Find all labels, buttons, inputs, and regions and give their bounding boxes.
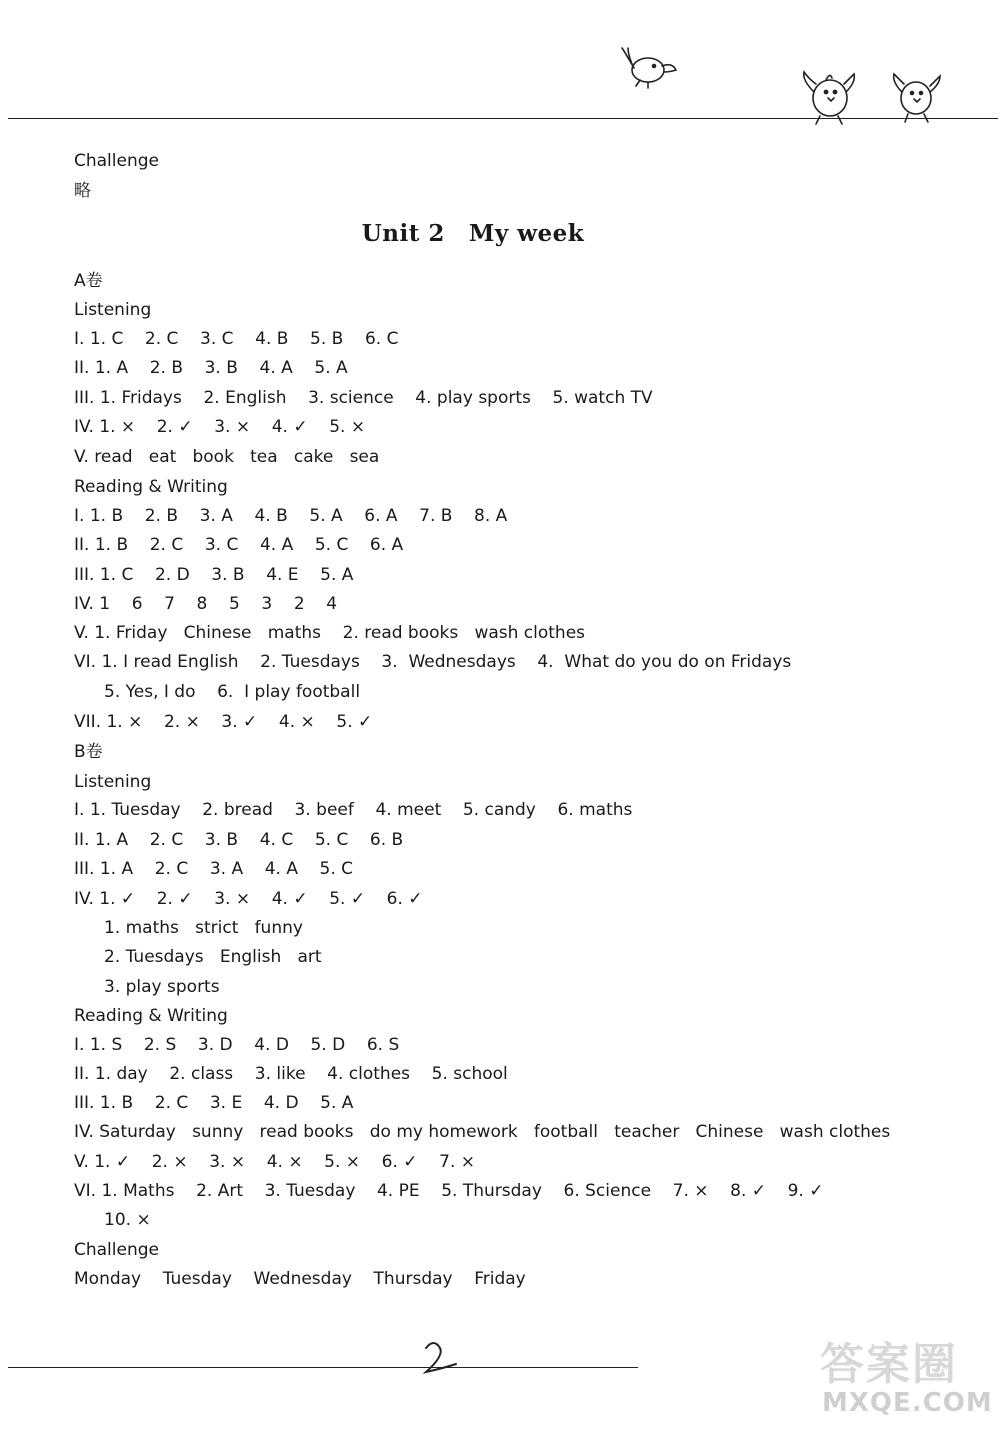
answer-line: I. 1. B 2. B 3. A 4. B 5. A 6. A 7. B 8. A [74, 506, 508, 526]
watermark-url: MXQE.COM [822, 1388, 993, 1418]
listening-heading: Listening [74, 300, 152, 320]
unit-name: My week [468, 220, 585, 247]
challenge-text: 略 [74, 181, 91, 201]
answer-line: 5. Yes, I do 6. I play football [104, 682, 361, 702]
answer-line: III. 1. C 2. D 3. B 4. E 5. A [74, 565, 354, 585]
answer-line: VI. 1. I read English 2. Tuesdays 3. Wednesdays 4. What do you do on Fridays [74, 652, 792, 672]
page-number [420, 1338, 472, 1374]
answer-line: IV. 1 6 7 8 5 3 2 4 [74, 594, 338, 614]
answer-line: IV. Saturday sunny read books do my homework football teacher Chinese wash clothes [74, 1122, 891, 1142]
answer-line: II. 1. A 2. C 3. B 4. C 5. C 6. B [74, 830, 404, 850]
answer-line: 1. maths strict funny [104, 918, 303, 938]
answer-line: V. 1. Friday Chinese maths 2. read books wash clothes [74, 623, 586, 643]
bird-icon [618, 44, 680, 90]
reading-writing-heading: Reading & Writing [74, 1006, 228, 1026]
answer-line: IV. 1. ✓ 2. ✓ 3. × 4. ✓ 5. ✓ 6. ✓ [74, 889, 423, 909]
answer-line: I. 1. Tuesday 2. bread 3. beef 4. meet 5. candy 6. maths [74, 800, 633, 820]
answer-line: 2. Tuesdays English art [104, 947, 322, 967]
watermark [820, 1322, 995, 1427]
answer-line: III. 1. B 2. C 3. E 4. D 5. A [74, 1093, 354, 1113]
chick-icon [798, 62, 860, 126]
challenge-heading: Challenge [74, 151, 159, 171]
bottom-rule [8, 1367, 638, 1368]
answer-line: V. read eat book tea cake sea [74, 447, 380, 467]
section-a-heading: A卷 [74, 271, 103, 291]
section-b-heading: B卷 [74, 742, 103, 762]
chick-icon [888, 64, 946, 124]
challenge-heading: Challenge [74, 1240, 159, 1260]
answer-line: III. 1. A 2. C 3. A 4. A 5. C [74, 859, 354, 879]
answer-line: Monday Tuesday Wednesday Thursday Friday [74, 1269, 526, 1289]
answer-line: V. 1. ✓ 2. × 3. × 4. × 5. × 6. ✓ 7. × [74, 1152, 476, 1172]
answer-line: 3. play sports [104, 977, 220, 997]
answer-line: II. 1. A 2. B 3. B 4. A 5. A [74, 358, 348, 378]
watermark-title: 答案圈 [820, 1339, 958, 1390]
reading-writing-heading: Reading & Writing [74, 477, 228, 497]
listening-heading: Listening [74, 772, 152, 792]
unit-number: Unit 2 [361, 220, 445, 247]
answer-line: II. 1. B 2. C 3. C 4. A 5. C 6. A [74, 535, 404, 555]
answer-line: III. 1. Fridays 2. English 3. science 4. play sports 5. watch TV [74, 388, 653, 408]
answer-line: I. 1. C 2. C 3. C 4. B 5. B 6. C [74, 329, 399, 349]
answer-line: IV. 1. × 2. ✓ 3. × 4. ✓ 5. × [74, 417, 366, 437]
answer-line: 10. × [104, 1210, 151, 1230]
answer-line: VI. 1. Maths 2. Art 3. Tuesday 4. PE 5. Thursday 6. Science 7. × 8. ✓ 9. ✓ [74, 1181, 824, 1201]
answer-line: I. 1. S 2. S 3. D 4. D 5. D 6. S [74, 1035, 400, 1055]
answer-line: VII. 1. × 2. × 3. ✓ 4. × 5. ✓ [74, 712, 373, 732]
answer-line: II. 1. day 2. class 3. like 4. clothes 5. school [74, 1064, 508, 1084]
unit-title [0, 220, 946, 247]
